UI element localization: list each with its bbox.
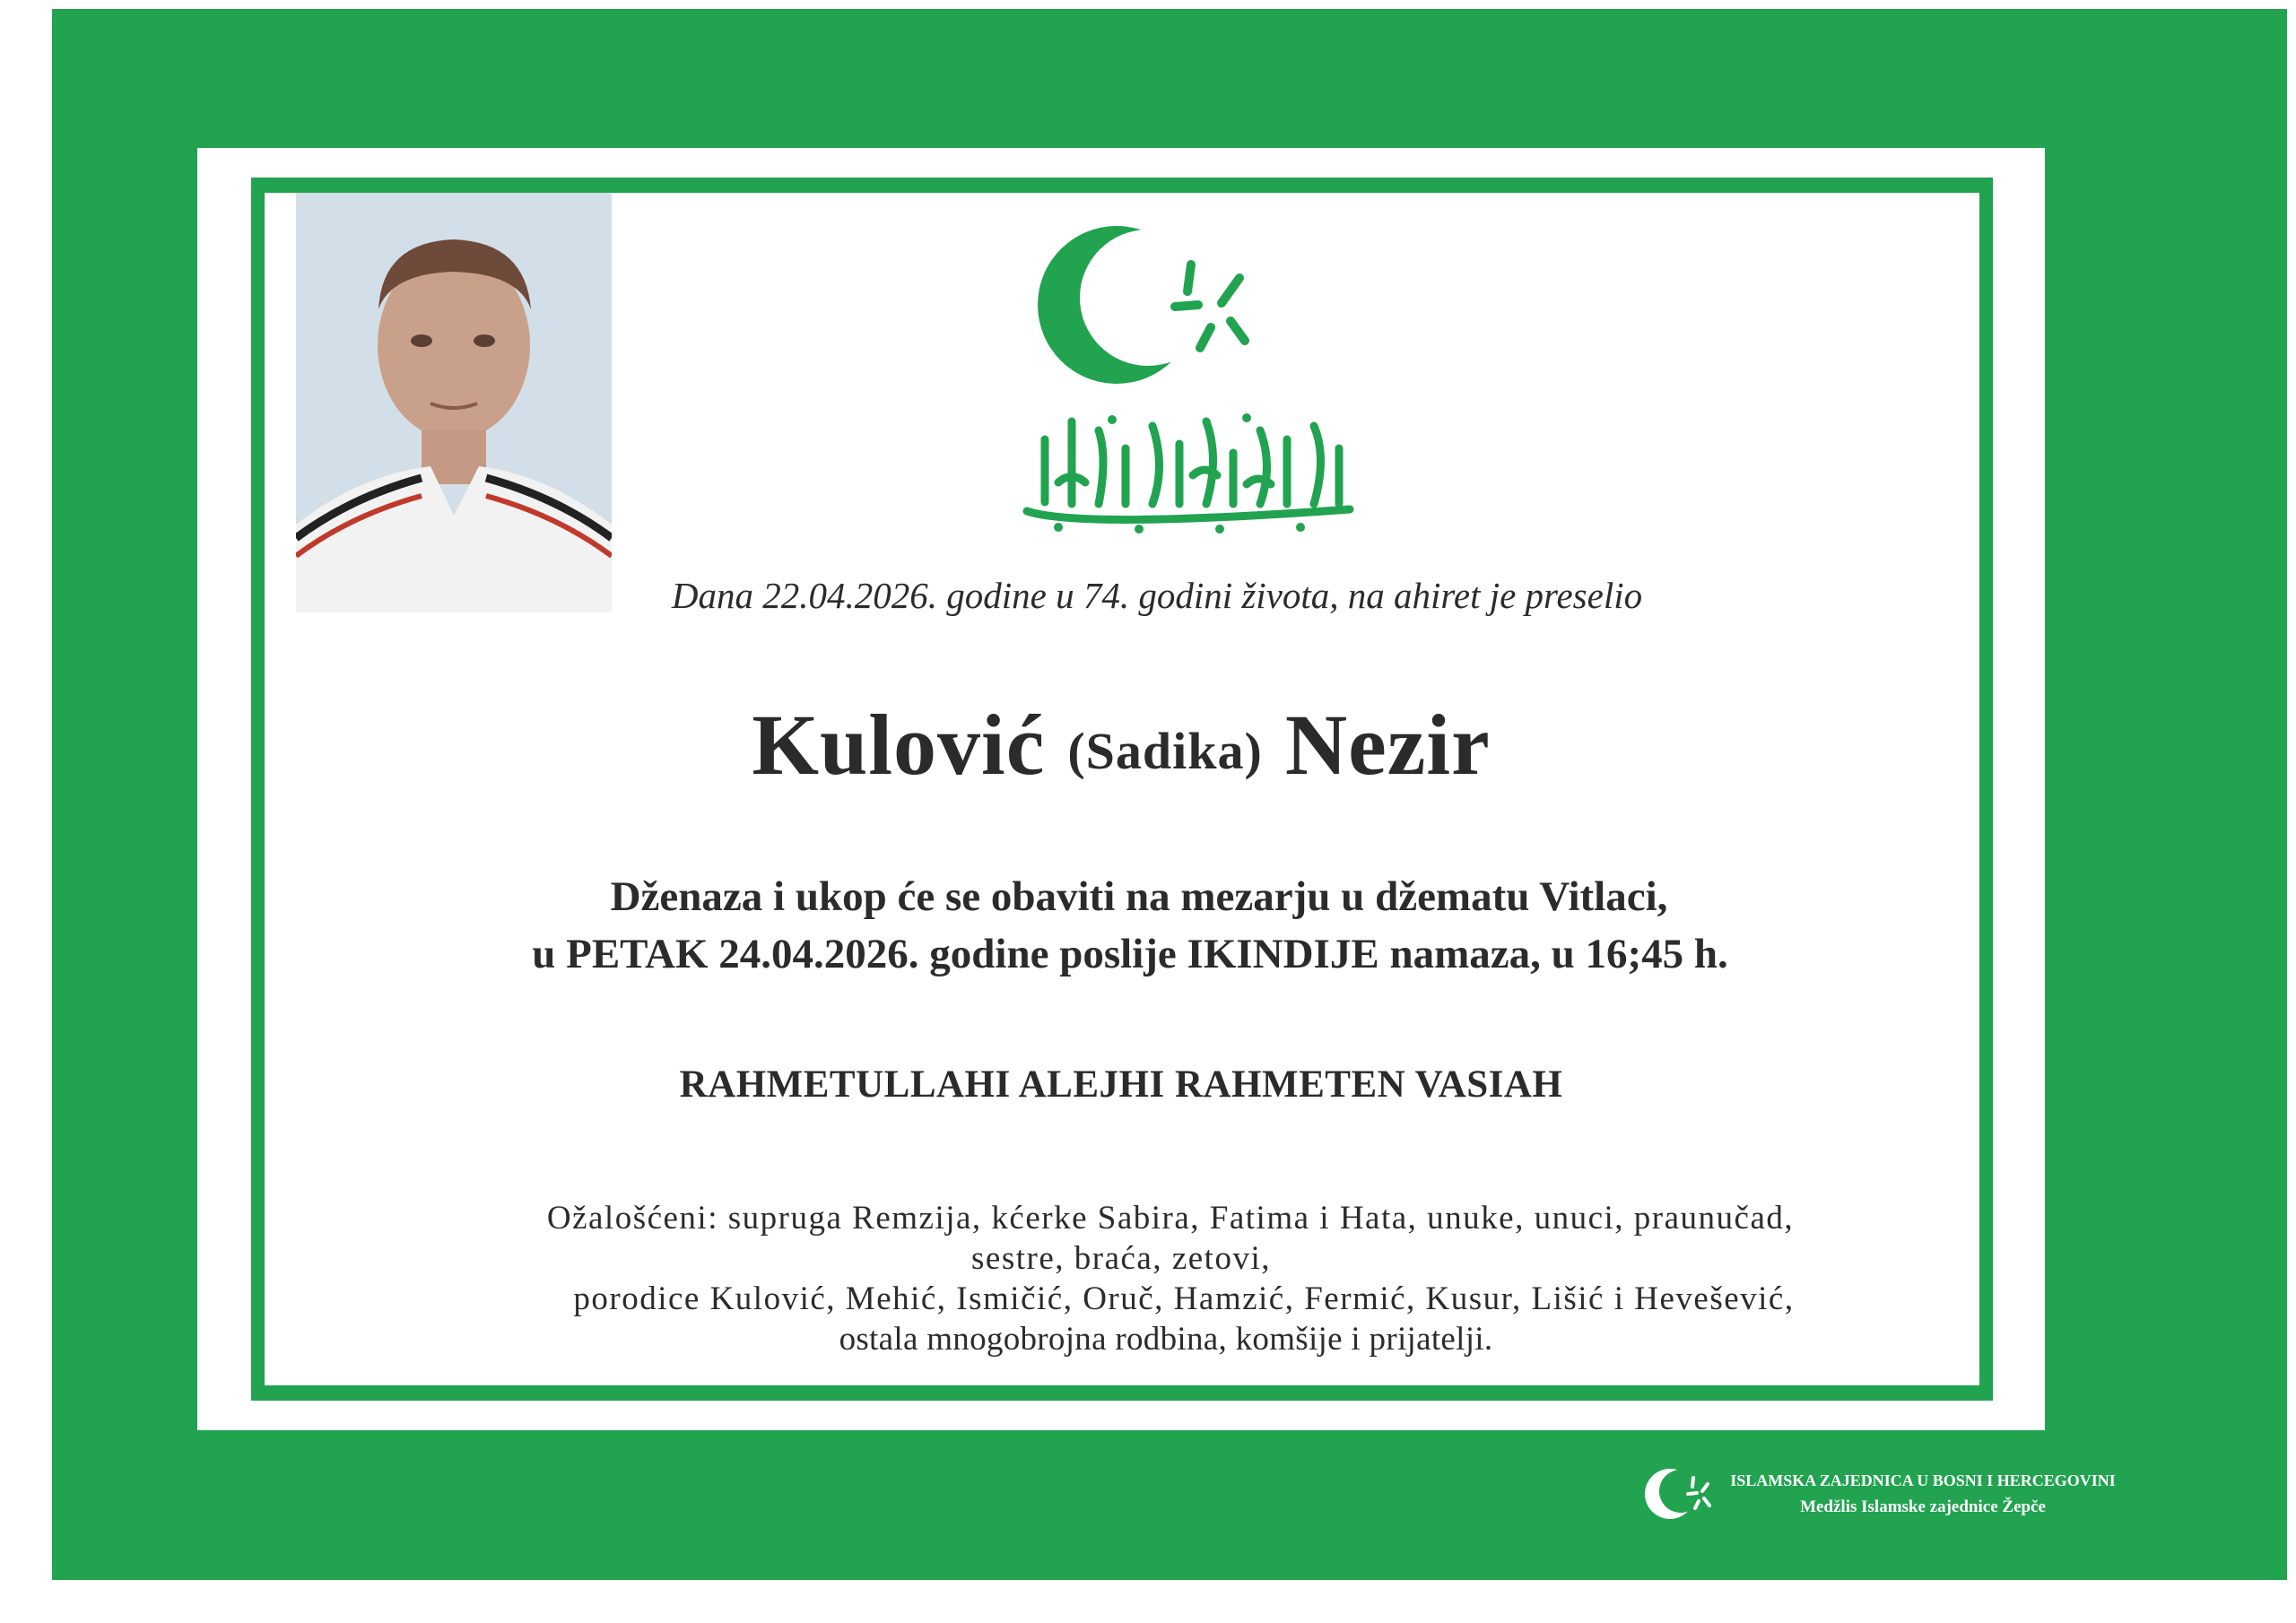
mourners-line-2: sestre, braća, zetovi, <box>971 1240 1271 1277</box>
funeral-line-2: u PETAK 24.04.2026. godine poslije IKINDIJE namaza, u 16;45 h. <box>532 931 1728 977</box>
mourners-line-3: porodice Kulović, Mehić, Ismičić, Oruč, Hamzić, Fermić, Kusur, Lišić i Hevešević, <box>573 1280 1795 1317</box>
crescent-star-icon <box>1031 215 1283 399</box>
organization-signature <box>1643 1462 2145 1524</box>
crescent-star-icon <box>1643 1462 1715 1529</box>
deceased-name <box>269 695 1973 794</box>
arabic-calligraphy-icon <box>1009 404 1368 542</box>
mourners-line-4: ostala mnogobrojna rodbina, komšije i prijatelji. <box>839 1321 1493 1358</box>
prayer-line: RAHMETULLAHI ALEJHI RAHMETEN VASIAH <box>679 1063 1563 1106</box>
announcement-intro: Dana 22.04.2026. godine u 74. godini života, na ahiret je preselio <box>671 575 1643 616</box>
funeral-details <box>269 868 1973 983</box>
deceased-first-name: Nezir <box>1284 697 1491 793</box>
organization-name <box>1726 1467 2120 1521</box>
funeral-line-1: Dženaza i ukop će se obaviti na mezarju u džematu Vitlaci, <box>610 873 1668 920</box>
mourners-list <box>269 1198 1973 1359</box>
organization-line-1: ISLAMSKA ZAJEDNICA U BOSNI I HERCEGOVINI <box>1730 1471 2116 1489</box>
portrait-photo <box>296 193 612 612</box>
deceased-father-name: (Sadika) <box>1067 722 1263 780</box>
organization-line-2: Medžlis Islamske zajednice Žepče <box>1800 1497 2046 1516</box>
deceased-surname: Kulović <box>752 697 1046 793</box>
mourners-line-1: Ožalošćeni: supruga Remzija, kćerke Sabira, Fatima i Hata, unuke, unuci, praunučad, <box>546 1200 1795 1237</box>
